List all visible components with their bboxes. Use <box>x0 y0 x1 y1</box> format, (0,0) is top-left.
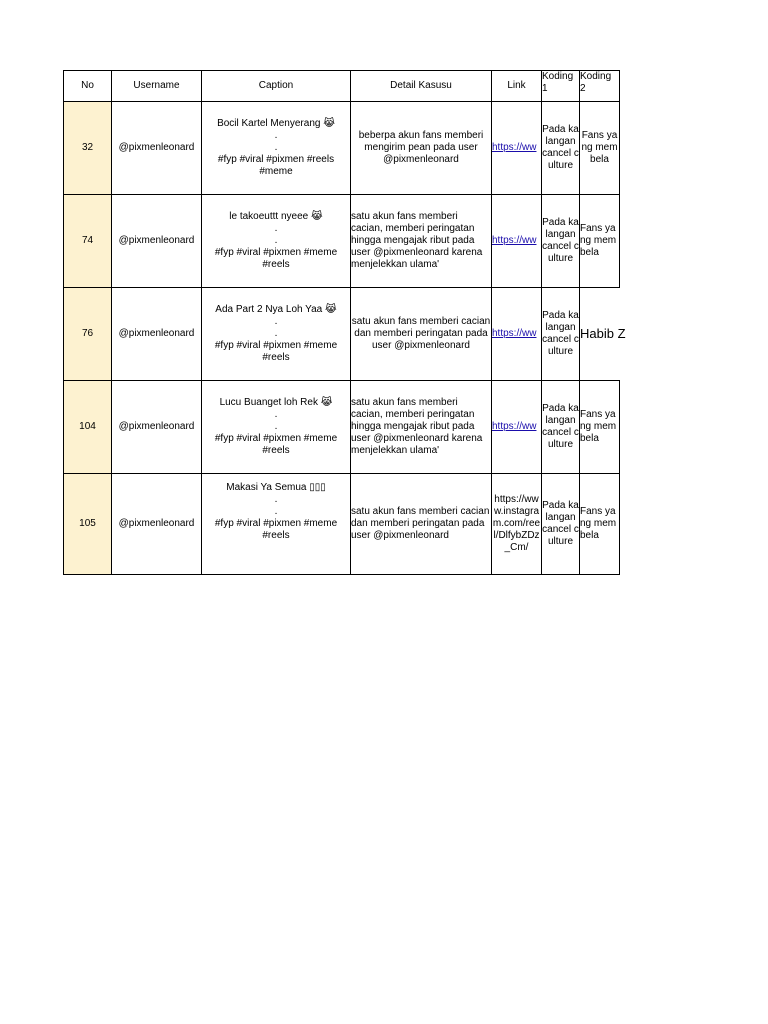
cell-detail: satu akun fans memberi cacian, memberi peringatan hingga mengajak ribut pada user @pixmenleonard karena menjelekkan ulama' <box>351 381 492 474</box>
cell-link <box>492 381 542 474</box>
cell-detail: beberpa akun fans memberi mengirim pean pada user @pixmenleonard <box>351 102 492 195</box>
cell-detail: satu akun fans memberi cacian dan memberi peringatan pada user @pixmenleonard <box>351 288 492 381</box>
caption-title: Lucu Buanget loh Rek 😹 <box>219 397 333 408</box>
cell-koding-2: Fans yang membela <box>580 195 620 288</box>
cell-caption <box>202 381 351 474</box>
cell-username: @pixmenleonard <box>112 288 202 381</box>
header-caption: Caption <box>202 71 351 102</box>
cell-caption <box>202 195 351 288</box>
cell-username: @pixmenleonard <box>112 474 202 575</box>
header-link: Link <box>492 71 542 102</box>
cell-caption <box>202 102 351 195</box>
cell-koding-1: Pada kalangan cancel culture <box>542 195 580 288</box>
cell-link <box>492 474 542 575</box>
cell-detail: satu akun fans memberi cacian, memberi peringatan hingga mengajak ribut pada user @pixmenleonard karena menjelekkan ulama' <box>351 195 492 288</box>
cell-username: @pixmenleonard <box>112 102 202 195</box>
cell-caption <box>202 474 351 575</box>
cell-koding-1: Pada kalangan cancel culture <box>542 288 580 381</box>
cell-no: 105 <box>64 474 112 575</box>
cell-koding-2: Fans yang membela <box>580 381 620 474</box>
cell-koding-2: Fans yang membela <box>580 474 620 575</box>
cell-koding-1: Pada kalangan cancel culture <box>542 102 580 195</box>
caption-hashtags: #fyp #viral #pixmen #meme #reels <box>214 518 338 541</box>
caption-dot: . <box>274 506 278 517</box>
caption-title: Makasi Ya Semua ▯▯▯ <box>226 482 326 493</box>
header-koding-1: Koding 1 <box>542 71 580 102</box>
cell-no: 74 <box>64 195 112 288</box>
cell-koding-2: Fans yang membela <box>580 102 620 195</box>
cell-link <box>492 102 542 195</box>
table-row <box>64 474 620 575</box>
caption-hashtags: #fyp #viral #pixmen #meme #reels <box>214 340 338 363</box>
caption-dot: . <box>274 235 278 246</box>
cell-link <box>492 288 542 381</box>
case-table <box>63 70 626 575</box>
table-row <box>64 195 620 288</box>
link-url[interactable]: https://ww <box>492 421 537 432</box>
caption-title: Ada Part 2 Nya Loh Yaa 😹 <box>215 304 337 315</box>
cell-koding-2: Habib Z <box>580 288 620 381</box>
caption-dot: . <box>274 316 278 327</box>
link-url[interactable]: https://ww <box>492 328 537 339</box>
header-username: Username <box>112 71 202 102</box>
cell-username: @pixmenleonard <box>112 381 202 474</box>
cell-caption <box>202 288 351 381</box>
cell-koding-1: Pada kalangan cancel culture <box>542 381 580 474</box>
caption-dot: . <box>274 409 278 420</box>
caption-title: Bocil Kartel Menyerang 😹 <box>217 118 335 129</box>
link-text: https://www.instagram.com/reel/DlfybZDz_Cm/ <box>492 494 541 553</box>
caption-dot: . <box>274 421 278 432</box>
caption-dot: . <box>274 328 278 339</box>
cell-link <box>492 195 542 288</box>
caption-hashtags: #fyp #viral #pixmen #reels #meme <box>217 154 335 177</box>
table-row <box>64 288 620 381</box>
table-row <box>64 102 620 195</box>
caption-dot: . <box>274 494 278 505</box>
cell-no: 76 <box>64 288 112 381</box>
cell-no: 104 <box>64 381 112 474</box>
header-no: No <box>64 71 112 102</box>
cell-no: 32 <box>64 102 112 195</box>
caption-hashtags: #fyp #viral #pixmen #meme #reels <box>214 247 338 270</box>
cell-username: @pixmenleonard <box>112 195 202 288</box>
caption-dot: . <box>274 130 278 141</box>
caption-title: le takoeuttt nyeee 😹 <box>229 211 323 222</box>
header-row <box>64 71 620 102</box>
header-koding-2: Koding 2 <box>580 71 620 102</box>
cell-detail: satu akun fans memberi cacian dan memberi peringatan pada user @pixmenleonard <box>351 474 492 575</box>
caption-dot: . <box>274 223 278 234</box>
caption-hashtags: #fyp #viral #pixmen #meme #reels <box>214 433 338 456</box>
table-row <box>64 381 620 474</box>
link-url[interactable]: https://ww <box>492 235 537 246</box>
caption-dot: . <box>274 142 278 153</box>
link-url[interactable]: https://ww <box>492 142 537 153</box>
header-detail: Detail Kasusu <box>351 71 492 102</box>
cell-koding-1: Pada kalangan cancel culture <box>542 474 580 575</box>
